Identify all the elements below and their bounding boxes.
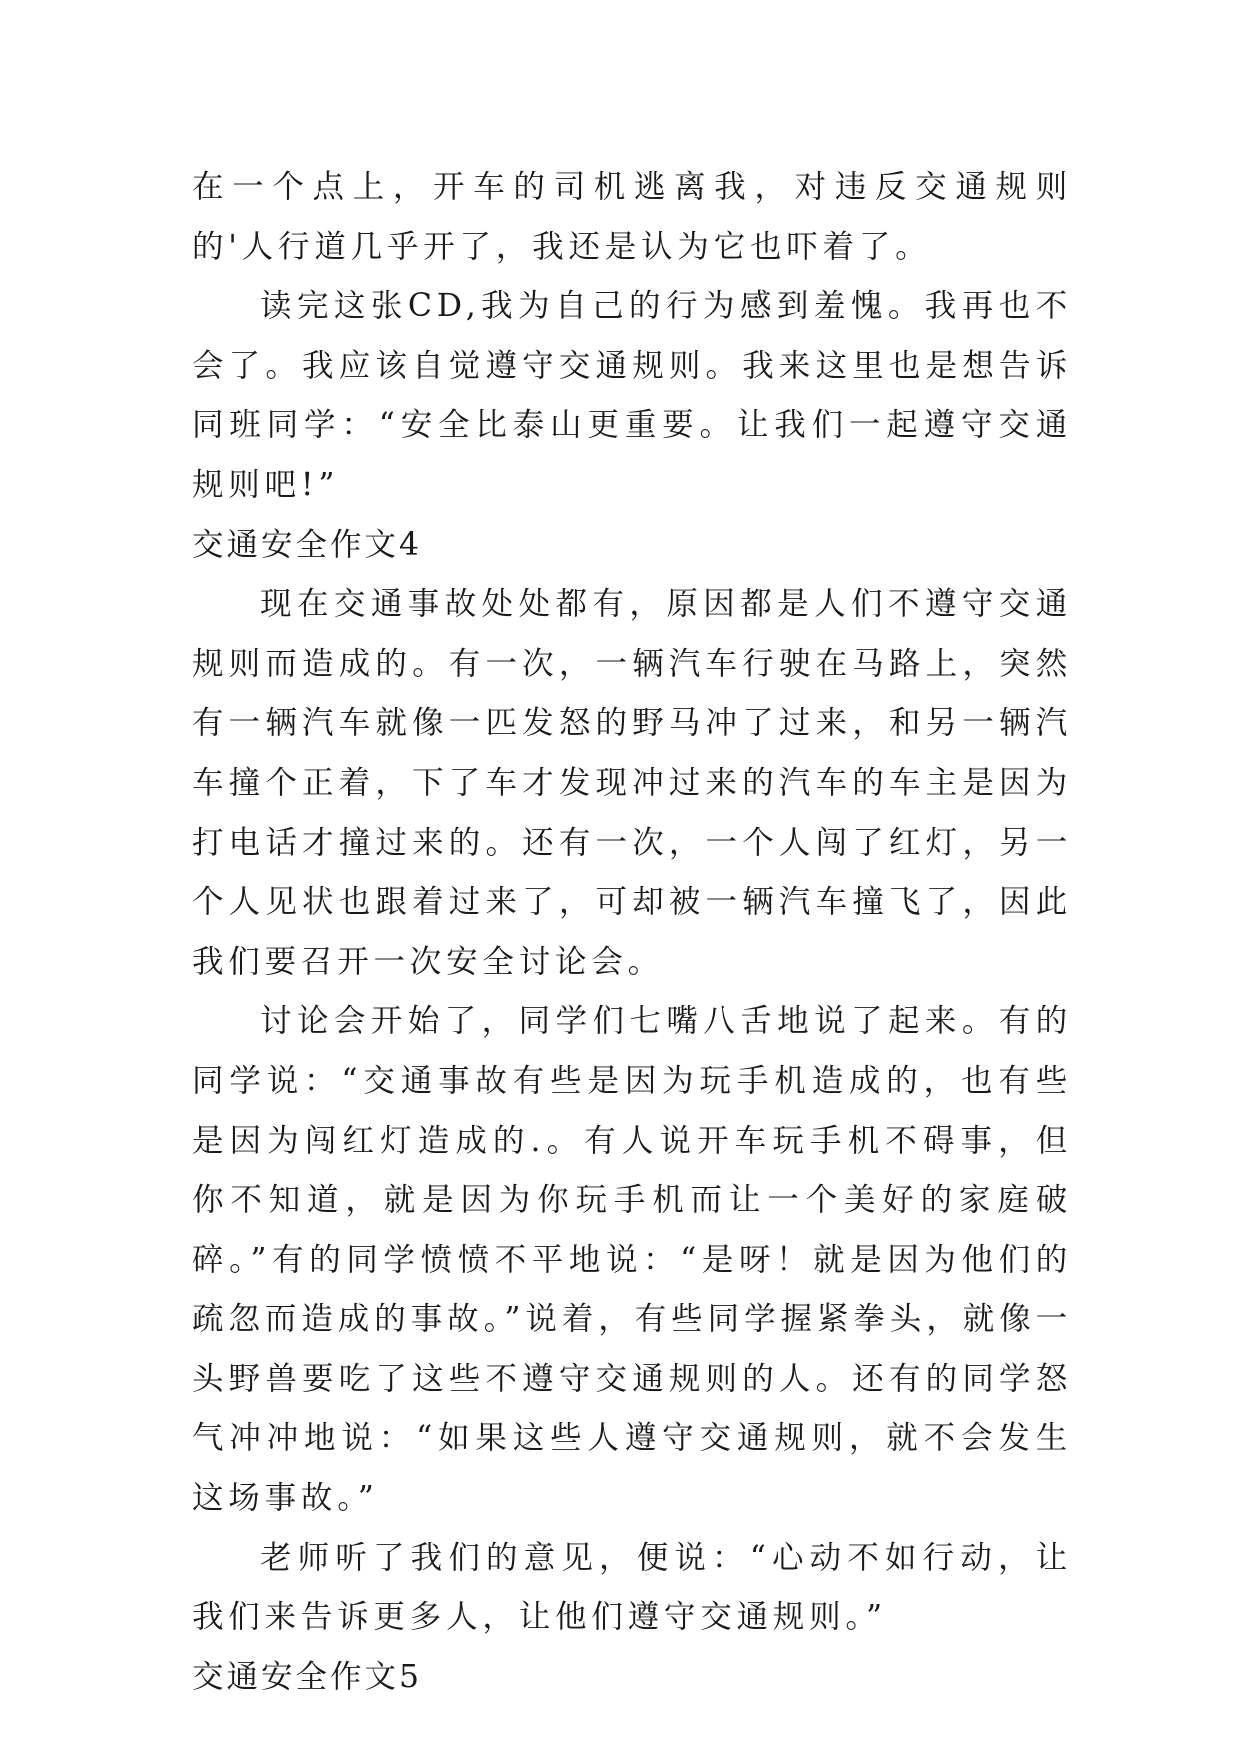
section-heading: 交通安全作文4	[192, 526, 423, 563]
paragraph: 在一个点上，开车的司机逃离我，对违反交通规则的'人行道几乎开了，我还是认为它也吓着了。	[192, 169, 1072, 265]
paragraph: 现在交通事故处处都有，原因都是人们不遵守交通规则而造成的。有一次，一辆汽车行驶在马路上，突然有一辆汽车就像一匹发怒的野马冲了过来，和另一辆汽车撞个正着，下了车才发现冲过来的汽车的车主是因为打电话才撞过来的。还有一次，一个人闯了红灯，另一个人见状也跟着过来了，可却被一辆汽车撞飞了，因此我们要召开一次安全讨论会。	[192, 586, 1072, 980]
section-heading: 交通安全作文5	[192, 1658, 423, 1695]
paragraph: 老师听了我们的意见，便说：“心动不如行动，让我们来告诉更多人，让他们遵守交通规则。”	[192, 1539, 1072, 1636]
paragraph: 读完这张CD,我为自己的行为感到羞愧。我再也不会了。我应该自觉遵守交通规则。我来这里也是想告诉同班同学：“安全比泰山更重要。让我们一起遵守交通规则吧!”	[192, 288, 1072, 503]
document-page	[192, 158, 1072, 1707]
paragraph: 讨论会开始了，同学们七嘴八舌地说了起来。有的同学说：“交通事故有些是因为玩手机造成的，也有些是因为闯红灯造成的.。有人说开车玩手机不碍事，但你不知道，就是因为你玩手机而让一个美好的家庭破碎。”有的同学愤愤不平地说：“是呀！就是因为他们的疏忽而造成的事故。”说着，有些同学握紧拳头，就像一头野兽要吃了这些不遵守交通规则的人。还有的同学怒气冲冲地说：“如果这些人遵守交通规则，就不会发生这场事故。”	[192, 1003, 1072, 1517]
